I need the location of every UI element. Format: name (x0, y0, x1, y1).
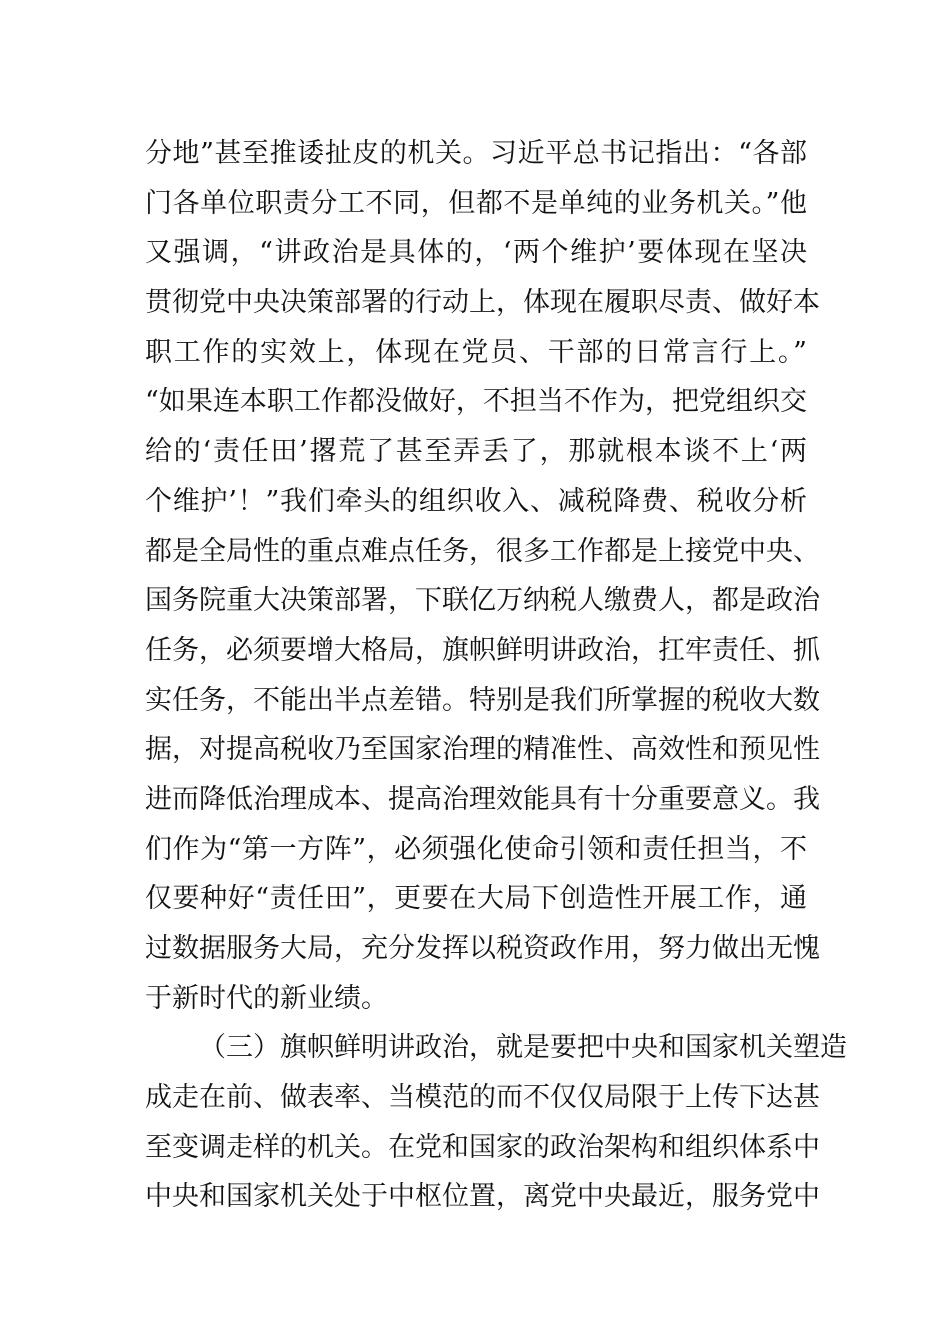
document-body (145, 129, 847, 1222)
text-line: 又强调，“讲政治是具体的，‘两个维护’要体现在坚决 (145, 237, 807, 269)
text-line: 贯彻党中央决策部署的行动上，体现在履职尽责、做好本 (145, 287, 820, 319)
text-line: 实任务，不能出半点差错。特别是我们所掌握的税收大数 (145, 684, 820, 716)
text-line: 个维护’！”我们牵头的组织收入、减税降费、税收分析 (145, 485, 807, 517)
text-line: 至变调走样的机关。在党和国家的政治架构和组织体系中 (145, 1131, 820, 1163)
text-line: 分地”甚至推诿扯皮的机关。习近平总书记指出：“各部 (145, 138, 807, 169)
text-line: 成走在前、做表率、当模范的而不仅仅局限于上传下达甚 (145, 1082, 820, 1114)
text-line: 进而降低治理成本、提高治理效能具有十分重要意义。我 (145, 783, 820, 815)
text-line: 仅要种好“责任田”，更要在大局下创造性开展工作，通 (145, 883, 807, 915)
text-line: 国务院重大决策部署，下联亿万纳税人缴费人，都是政治 (145, 585, 820, 617)
text-line: 任务，必须要增大格局，旗帜鲜明讲政治，扛牢责任、抓 (145, 634, 820, 666)
text-line: “如果连本职工作都没做好，不担当不作为，把党组织交 (145, 386, 807, 418)
text-line: 中央和国家机关处于中枢位置，离党中央最近，服务党中 (145, 1181, 820, 1213)
section-heading-line: （三）旗帜鲜明讲政治，就是要把中央和国家机关塑造 (199, 1032, 847, 1064)
text-line: 给的‘责任田’撂荒了甚至弄丢了，那就根本谈不上‘两 (145, 436, 807, 468)
text-line: 门各单位职责分工不同，但都不是单纯的业务机关。”他 (145, 187, 807, 219)
text-line: 据，对提高税收乃至国家治理的精准性、高效性和预见性 (145, 734, 820, 766)
text-line: 于新时代的新业绩。 (145, 982, 388, 1014)
text-line: 职工作的实效上，体现在党员、干部的日常言行上。” (145, 336, 807, 368)
text-line: 过数据服务大局，充分发挥以税资政作用，努力做出无愧 (145, 933, 820, 964)
text-line: 都是全局性的重点难点任务，很多工作都是上接党中央、 (145, 535, 820, 567)
text-line: 们作为“第一方阵”，必须强化使命引领和责任担当，不 (145, 833, 807, 865)
